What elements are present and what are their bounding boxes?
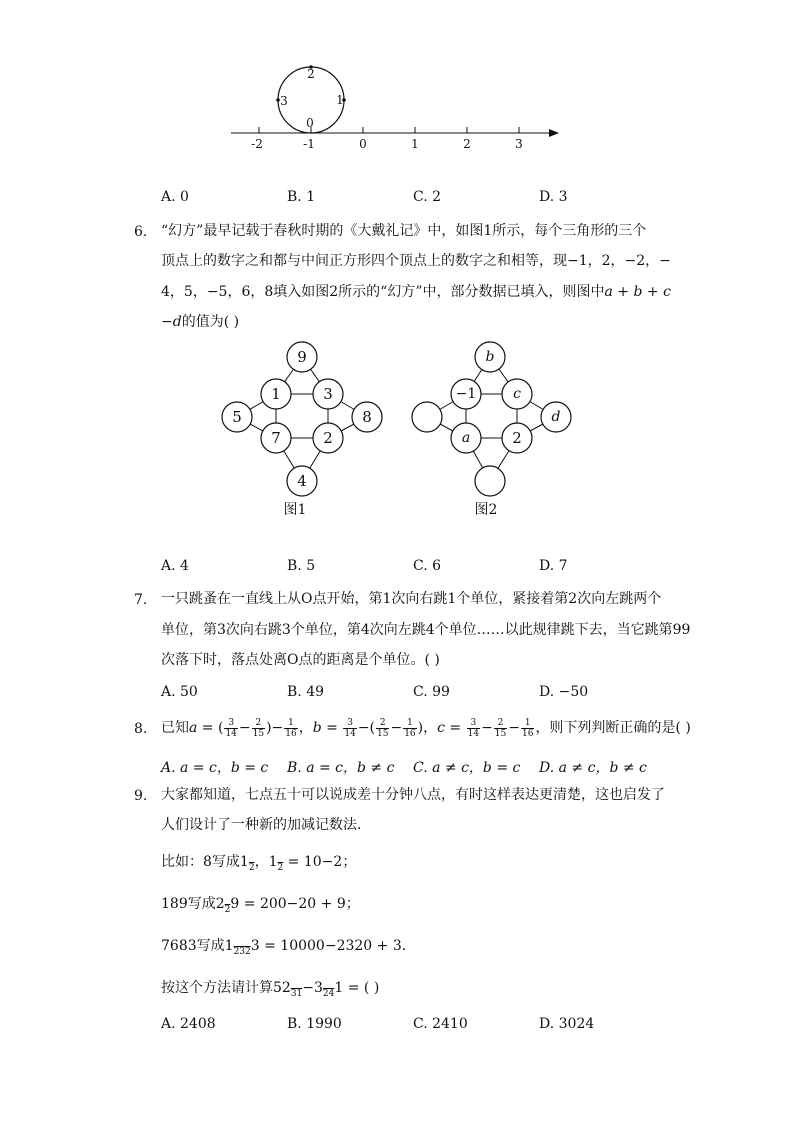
example-prefix: 比如：8写成 bbox=[161, 854, 240, 870]
circle-label: 0 bbox=[306, 116, 314, 130]
option-b[interactable]: B. 1 bbox=[287, 189, 316, 205]
node-value: b bbox=[485, 349, 495, 365]
figure-caption: 图2 bbox=[474, 502, 498, 518]
option-b[interactable]: B. 5 bbox=[287, 558, 316, 574]
question-text: 4，5，−5，6，8填入如图2所示的“幻方”中，部分数据已填入，则图中a + b + c bbox=[161, 284, 671, 300]
example-prefix: 189写成 bbox=[161, 896, 216, 912]
question-text: 按这个方法请计算$52_{31}-3_{24}1$ = ( ) bbox=[161, 980, 380, 999]
question-text: “幻方”最早记载于春秋时期的《大戴礼记》中，如图1所示，每个三角形的三个 bbox=[161, 223, 647, 239]
question-number: 7. bbox=[134, 592, 148, 608]
circle-label: 3 bbox=[280, 94, 288, 108]
number-line-figure bbox=[225, 58, 570, 158]
ask-prefix: 按这个方法请计算 bbox=[161, 980, 273, 996]
option-a[interactable]: A. 50 bbox=[161, 684, 198, 700]
node-circle bbox=[412, 402, 442, 432]
tick-label: 1 bbox=[411, 137, 419, 151]
tick-label: 3 bbox=[515, 137, 523, 151]
example-suffix: = 10000−2320 + 3． bbox=[259, 938, 416, 954]
option-c[interactable]: C. 6 bbox=[413, 558, 442, 574]
node-value: 8 bbox=[362, 408, 372, 426]
node-value: a bbox=[461, 430, 471, 446]
circle-label: 2 bbox=[307, 67, 315, 81]
node-circle bbox=[475, 466, 505, 496]
question-text: 顶点上的数字之和都与中间正方形四个顶点上的数字之和相等，现−1，2，−2，− bbox=[161, 253, 671, 269]
example-line: 比如：8写成$1_2$，$1_2 = 10-2$； bbox=[161, 854, 357, 873]
option-b[interactable]: B. 1990 bbox=[287, 1016, 342, 1032]
option-c[interactable]: C. a ≠ c，b = c bbox=[413, 760, 521, 776]
example-prefix: 7683写成 bbox=[161, 938, 225, 954]
question-number: 9. bbox=[134, 788, 148, 804]
tick-label: -1 bbox=[303, 137, 315, 151]
axis-arrow-icon bbox=[549, 129, 559, 137]
node-value: d bbox=[551, 409, 561, 425]
option-d[interactable]: D. −50 bbox=[539, 684, 589, 700]
var-c: c bbox=[663, 284, 671, 300]
option-d[interactable]: D. 7 bbox=[539, 558, 568, 574]
node-value: c bbox=[513, 386, 521, 402]
option-c[interactable]: C. 2 bbox=[413, 189, 442, 205]
option-a[interactable]: A. 2408 bbox=[161, 1016, 216, 1032]
var-d: d bbox=[172, 314, 182, 330]
magic-figure-1 bbox=[218, 338, 388, 523]
figure-caption: 图1 bbox=[283, 502, 307, 518]
option-d[interactable]: D. 3024 bbox=[539, 1016, 595, 1032]
option-a[interactable]: A. a = c，b = c bbox=[161, 760, 269, 776]
tick-label: 0 bbox=[359, 137, 367, 151]
circle-label: 1 bbox=[336, 93, 344, 107]
question-text-part: 的值为( ) bbox=[181, 314, 240, 330]
question-text-part: 4，5，−5，6，8填入如图2所示的“幻方”中，部分数据已填入，则图中 bbox=[161, 284, 605, 300]
question-text-part: 已知 bbox=[161, 720, 189, 736]
minus-sign: − bbox=[161, 314, 173, 330]
example-line: 189写成$2_29 = 200-20 + 9$； bbox=[161, 896, 360, 915]
option-c[interactable]: C. 2410 bbox=[413, 1016, 468, 1032]
ask-suffix: = ( ) bbox=[343, 980, 380, 996]
var-b: b bbox=[633, 284, 643, 300]
option-d[interactable]: D. 3 bbox=[539, 189, 568, 205]
option-a[interactable]: A. 0 bbox=[161, 189, 189, 205]
question-text: 人们设计了一种新的加减记数法． bbox=[161, 817, 371, 833]
node-value: 7 bbox=[271, 429, 281, 447]
question-text-part: ，则下列判断正确的是( ) bbox=[535, 720, 691, 736]
example-line: 7683写成$1_{232}3 = 10000-2320 + 3$． bbox=[161, 938, 416, 957]
question-number: 8. bbox=[134, 721, 148, 737]
option-b[interactable]: B. a = c，b ≠ c bbox=[287, 760, 395, 776]
tick-label: 2 bbox=[463, 137, 471, 151]
node-value: 2 bbox=[512, 429, 522, 447]
question-text: 一只跳蚤在一直线上从O点开始，第1次向右跳1个单位，紧接着第2次向左跳两个 bbox=[161, 591, 662, 607]
node-value: 3 bbox=[323, 385, 333, 403]
question-text: 次落下时，落点处离O点的距离是个单位。( ) bbox=[161, 652, 440, 668]
question-text bbox=[161, 315, 239, 329]
option-d[interactable]: D. a ≠ c，b ≠ c bbox=[539, 760, 647, 776]
node-value: 2 bbox=[323, 429, 333, 447]
question-text: 大家都知道，七点五十可以说成差十分钟八点，有时这样表达更清楚，这也启发了 bbox=[161, 787, 665, 803]
var-a: a bbox=[604, 284, 613, 300]
node-value: −1 bbox=[455, 386, 477, 402]
node-value: 9 bbox=[297, 348, 307, 366]
question-number: 6. bbox=[134, 224, 148, 240]
node-value: 4 bbox=[297, 472, 307, 490]
question-text: 单位，第3次向右跳3个单位，第4次向左跳4个单位……以此规律跳下去，当它跳第99 bbox=[161, 622, 691, 638]
tick-label: -2 bbox=[251, 137, 263, 151]
magic-figure-2 bbox=[406, 338, 576, 523]
option-c[interactable]: C. 99 bbox=[413, 684, 450, 700]
node-value: 5 bbox=[232, 408, 242, 426]
example-suffix: = 200−20 + 9； bbox=[239, 896, 360, 912]
question-text: 已知a = ( $\frac{3}{14}$ − $\frac{2}{15}$ )− $\frac{1}{16}$ ，b = $\frac{3}{14}$ −( $\frac{2}{15}$ − $\frac{1}{16}$ )，c = $\frac{3}{14}$ − $\frac{2}{15}$ − $\frac{1}{16}$ ，则下列判断正确的是( ) bbox=[161, 717, 691, 739]
option-b[interactable]: B. 49 bbox=[287, 684, 325, 700]
option-a[interactable]: A. 4 bbox=[161, 558, 189, 574]
node-value: 1 bbox=[271, 385, 281, 403]
